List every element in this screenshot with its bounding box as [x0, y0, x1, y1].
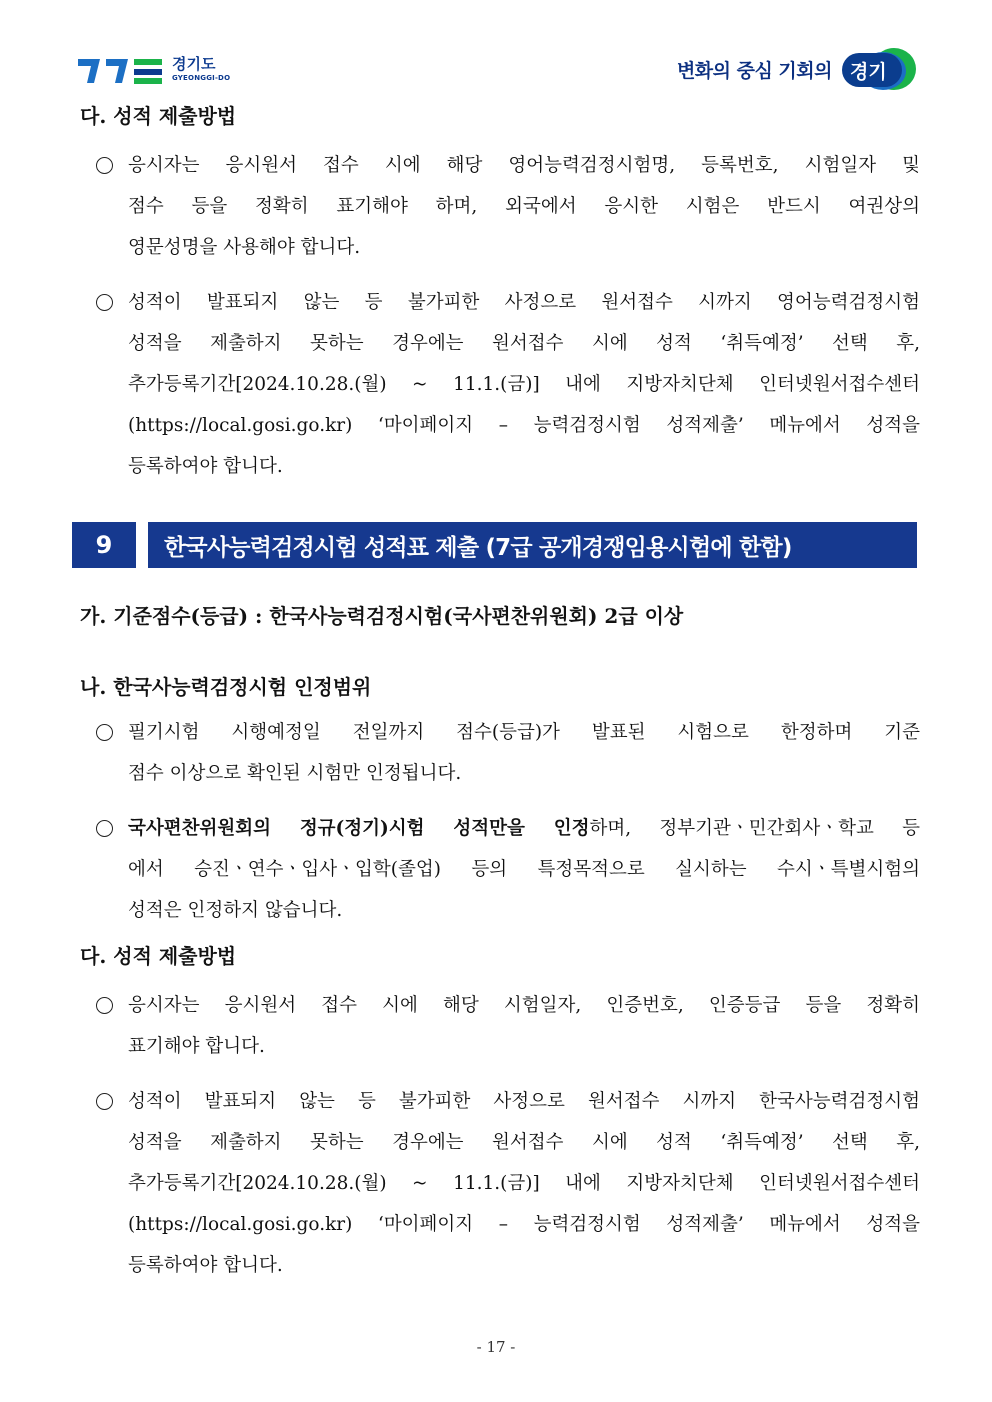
text-line: 성적을 제출하지 못하는 경우에는 원서접수 시에 성적 ‘취득예정’ 선택 후,	[128, 333, 920, 354]
text-line	[128, 808, 920, 849]
text-line: 점수 등을 정확히 표기해야 하며, 외국에서 응시한 시험은 반드시 여권상의	[128, 196, 920, 217]
section-heading: 가. 기준점수(등급) : 한국사능력검정시험(국사편찬위원회) 2급 이상	[80, 604, 684, 628]
block-submission-english	[80, 100, 920, 487]
text-span: 하며, 정부기관ㆍ민간회사ㆍ학교 등	[589, 818, 920, 839]
text-line: 응시자는 응시원서 접수 시에 해당 시험일자, 인증번호, 인증등급 등을 정확히	[128, 995, 920, 1016]
logo-name: 경기도	[172, 54, 216, 73]
slogan-badge-label: 경기	[850, 61, 887, 83]
slogan-text: 변화의 중심 기회의	[676, 59, 832, 82]
logo-mark-icon	[76, 52, 164, 86]
section-heading: 다. 성적 제출방법	[80, 104, 237, 128]
slogan	[677, 48, 916, 90]
text-line: 성적이 발표되지 않는 등 불가피한 사정으로 원서접수 시까지 영어능력검정시험	[128, 292, 920, 313]
text-line: 등록하여야 합니다.	[128, 1255, 283, 1276]
block-submission-history	[80, 940, 920, 1286]
text-line: 영문성명을 사용해야 합니다.	[128, 237, 361, 258]
circle-bullet-icon	[96, 820, 113, 837]
page-header	[76, 48, 916, 92]
section-banner	[72, 522, 917, 568]
list-item	[80, 985, 920, 1067]
text-line: 등록하여야 합니다.	[128, 456, 283, 477]
page-number: - 17 -	[476, 1338, 516, 1356]
section-number: 9	[72, 522, 136, 568]
circle-bullet-icon	[96, 1093, 113, 1110]
text-line: 에서 승진ㆍ연수ㆍ입사ㆍ입학(졸업) 등의 특정목적으로 실시하는 수시ㆍ특별시험의	[128, 859, 920, 880]
text-line: 성적이 발표되지 않는 등 불가피한 사정으로 원서접수 시까지 한국사능력검정시험	[128, 1091, 920, 1112]
text-line: 응시자는 응시원서 접수 시에 해당 영어능력검정시험명, 등록번호, 시험일자 및	[128, 155, 920, 176]
list-item	[80, 808, 920, 931]
text-line: 점수 이상으로 확인된 시험만 인정됩니다.	[128, 763, 462, 784]
text-line: (https://local.gosi.go.kr) ‘마이페이지 – 능력검정시험 성적제출’ 메뉴에서 성적을	[128, 415, 920, 436]
list-item	[80, 1081, 920, 1286]
text-line: (https://local.gosi.go.kr) ‘마이페이지 – 능력검정시험 성적제출’ 메뉴에서 성적을	[128, 1214, 920, 1235]
block-korean-history-criteria	[80, 600, 920, 931]
section-title: 한국사능력검정시험 성적표 제출 (7급 공개경쟁임용시험에 한함)	[148, 522, 917, 568]
slogan-badge	[838, 48, 916, 90]
text-line: 성적은 인정하지 않습니다.	[128, 900, 343, 921]
circle-bullet-icon	[96, 997, 113, 1014]
text-line: 필기시험 시행예정일 전일까지 점수(등급)가 발표된 시험으로 한정하며 기준	[128, 722, 920, 743]
text-line: 추가등록기간[2024.10.28.(월) ~ 11.1.(금)] 내에 지방자치단체 인터넷원서접수센터	[128, 374, 920, 395]
text-line: 표기해야 합니다.	[128, 1036, 265, 1057]
text-line: 성적을 제출하지 못하는 경우에는 원서접수 시에 성적 ‘취득예정’ 선택 후,	[128, 1132, 920, 1153]
text-line: 추가등록기간[2024.10.28.(월) ~ 11.1.(금)] 내에 지방자치단체 인터넷원서접수센터	[128, 1173, 920, 1194]
circle-bullet-icon	[96, 294, 113, 311]
section-heading: 다. 성적 제출방법	[80, 944, 237, 968]
bold-text: 국사편찬위원회의 정규(정기)시험 성적만을 인정	[128, 818, 590, 839]
gyeonggi-logo	[76, 52, 230, 86]
list-item	[80, 712, 920, 794]
circle-bullet-icon	[96, 157, 113, 174]
circle-bullet-icon	[96, 724, 113, 741]
logo-subtitle: GYEONGGI-DO	[172, 73, 231, 82]
list-item	[80, 282, 920, 487]
section-heading: 나. 한국사능력검정시험 인정범위	[80, 675, 372, 699]
list-item	[80, 145, 920, 268]
